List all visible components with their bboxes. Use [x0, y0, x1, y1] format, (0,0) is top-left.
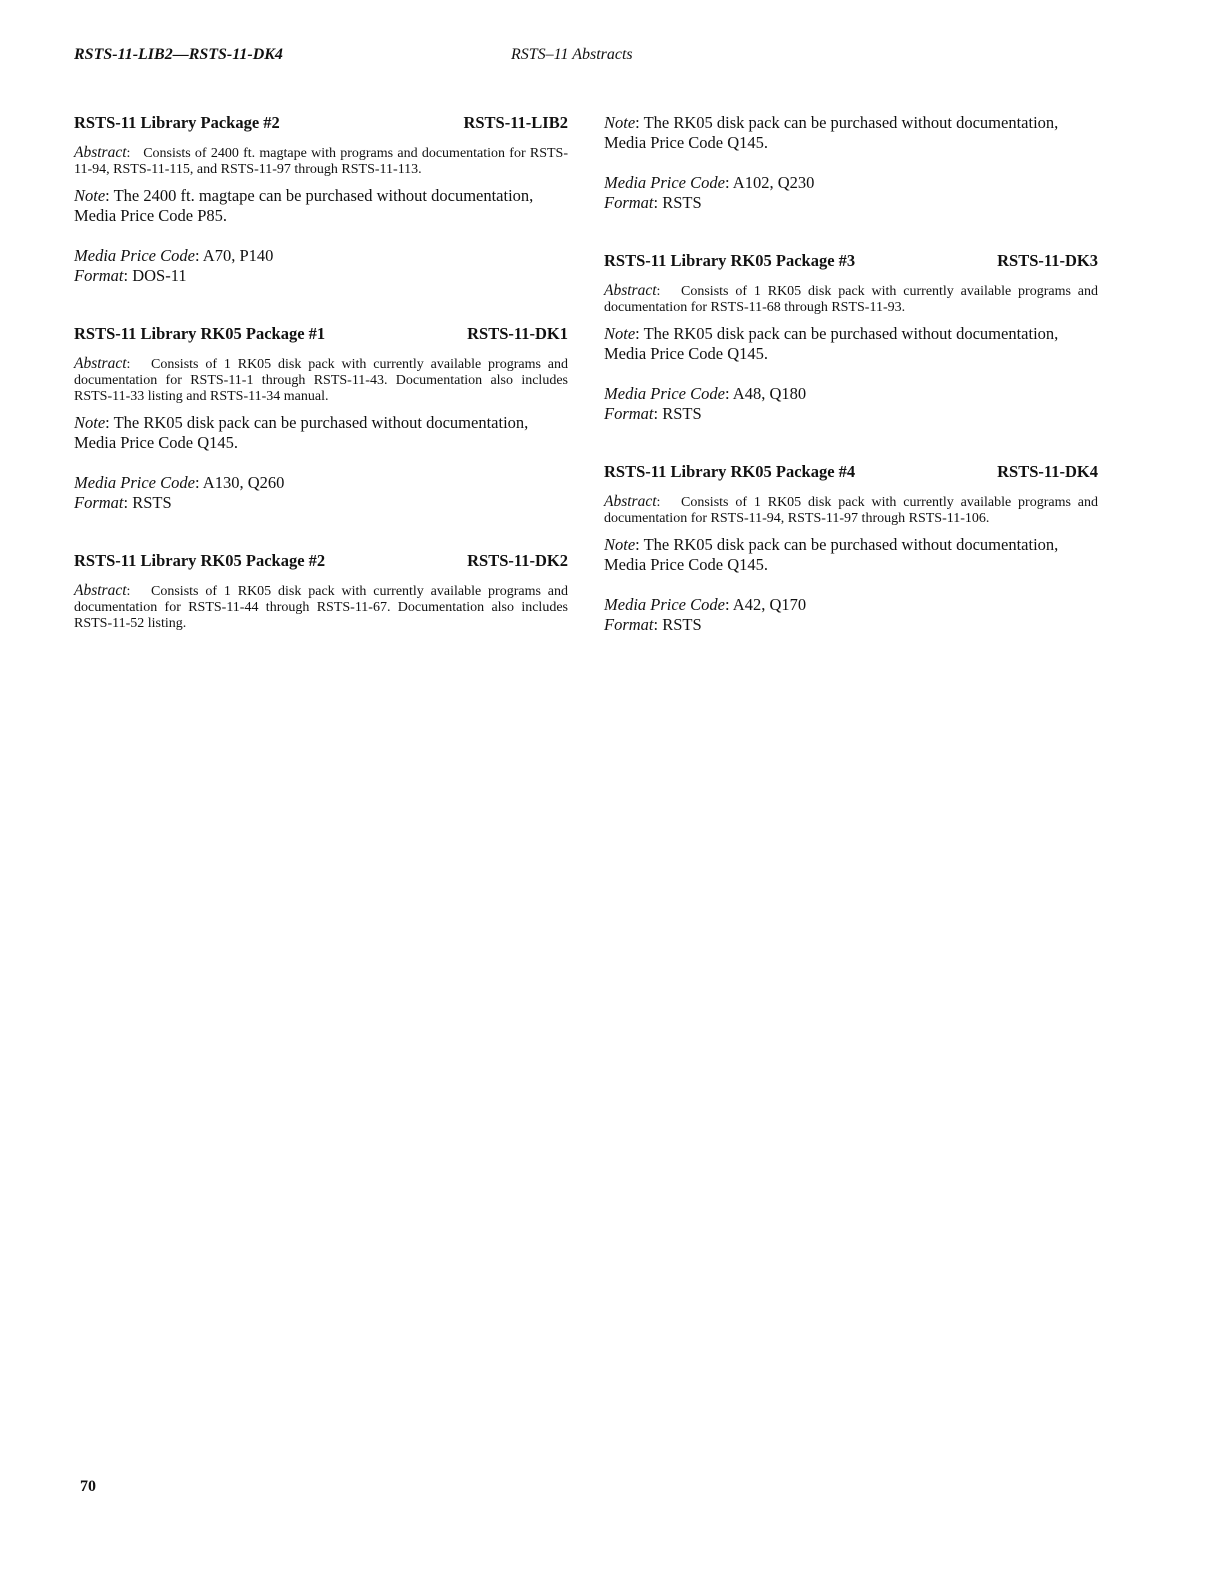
note-text: The RK05 disk pack can be purchased without documentation, Media Price Code Q145.	[74, 413, 529, 452]
format-value: RSTS	[662, 193, 702, 212]
header-range: RSTS-11-LIB2—RSTS-11-DK4	[74, 46, 283, 63]
note-text: The 2400 ft. magtape can be purchased without documentation, Media Price Code P85.	[74, 186, 534, 225]
format-value: RSTS	[662, 615, 702, 634]
entry-title: RSTS-11 Library RK05 Package #4	[604, 462, 856, 481]
abstract-text: Consists of 1 RK05 disk pack with currently available programs and documentation for RSTS-11-68 through RSTS-11-93.	[604, 284, 1099, 315]
entry-rsts-11-dk3	[604, 251, 1098, 424]
entry-abstract: Abstract: Consists of 1 RK05 disk pack with currently available programs and documentation for RSTS-11-44 through RSTS-11-67. Documentation also includes RSTS-11-52 listing.	[74, 582, 569, 631]
note-label: Note	[74, 186, 106, 205]
format-value: RSTS	[662, 404, 702, 423]
format-label: Format	[74, 266, 124, 285]
entry-abstract: Abstract: Consists of 1 RK05 disk pack with currently available programs and documentation for RSTS-11-1 through RSTS-11-43. Documentation also includes RSTS-11-33 listing and RSTS-11-34 manual.	[74, 355, 569, 404]
entry-heading	[74, 551, 568, 571]
abstract-label: Abstract	[604, 282, 657, 299]
entry-format: Format: RSTS	[74, 493, 172, 512]
media-price-value: A42, Q170	[732, 595, 807, 614]
abstract-text: Consists of 1 RK05 disk pack with currently available programs and documentation for RSTS-11-44 through RSTS-11-67. Documentation also includes RSTS-11-52 listing.	[74, 584, 569, 631]
note-label: Note	[604, 535, 636, 554]
entry-title: RSTS-11 Library Package #2	[74, 113, 280, 132]
entry-note: Note: The RK05 disk pack can be purchased without documentation, Media Price Code Q145.	[604, 324, 1059, 363]
abstract-text: Consists of 1 RK05 disk pack with currently available programs and documentation for RSTS-11-1 through RSTS-11-43. Documentation also includes RSTS-11-33 listing and RSTS-11-34 manual.	[74, 357, 569, 404]
entry-format: Format: RSTS	[604, 193, 702, 212]
entry-code: RSTS-11-LIB2	[463, 113, 568, 132]
note-text: The RK05 disk pack can be purchased without documentation, Media Price Code Q145.	[604, 113, 1059, 152]
entry-media-price: Media Price Code: A42, Q170	[604, 595, 807, 614]
entry-rsts-11-dk1	[74, 324, 568, 513]
abstract-label: Abstract	[74, 355, 127, 372]
right-column	[604, 113, 1098, 673]
note-text: The RK05 disk pack can be purchased without documentation, Media Price Code Q145.	[604, 324, 1059, 363]
entry-code: RSTS-11-DK2	[467, 551, 568, 570]
header-section-title: RSTS–11 Abstracts	[511, 46, 633, 63]
entry-note: Note: The RK05 disk pack can be purchased without documentation, Media Price Code Q145.	[604, 113, 1059, 152]
format-label: Format	[604, 404, 654, 423]
media-price-label: Media Price Code	[604, 173, 725, 192]
note-label: Note	[74, 413, 106, 432]
note-text: The RK05 disk pack can be purchased without documentation, Media Price Code Q145.	[604, 535, 1059, 574]
media-price-label: Media Price Code	[604, 595, 725, 614]
entry-heading	[74, 324, 568, 344]
entry-heading	[604, 462, 1098, 482]
entry-format: Format: RSTS	[604, 404, 702, 423]
entry-title: RSTS-11 Library RK05 Package #2	[74, 551, 326, 570]
note-label: Note	[604, 113, 636, 132]
format-label: Format	[604, 193, 654, 212]
entry-heading	[74, 113, 568, 133]
media-price-value: A70, P140	[202, 246, 274, 265]
format-value: DOS-11	[132, 266, 187, 285]
entry-rsts-11-dk2-continued	[604, 113, 1098, 213]
left-column	[74, 113, 568, 670]
entry-code: RSTS-11-DK1	[467, 324, 568, 343]
abstract-text: Consists of 1 RK05 disk pack with currently available programs and documentation for RSTS-11-94, RSTS-11-97 through RSTS-11-106.	[604, 495, 1099, 526]
entry-media-price: Media Price Code: A130, Q260	[74, 473, 285, 492]
entry-media-price: Media Price Code: A102, Q230	[604, 173, 815, 192]
entry-media-price: Media Price Code: A48, Q180	[604, 384, 807, 403]
entry-format: Format: DOS-11	[74, 266, 187, 285]
page-number: 70	[80, 1478, 96, 1495]
format-label: Format	[604, 615, 654, 634]
entry-title: RSTS-11 Library RK05 Package #1	[74, 324, 326, 343]
abstract-label: Abstract	[74, 144, 127, 161]
media-price-label: Media Price Code	[74, 473, 195, 492]
entry-media-price: Media Price Code: A70, P140	[74, 246, 274, 265]
media-price-label: Media Price Code	[74, 246, 195, 265]
running-header	[74, 46, 1098, 70]
entry-note: Note: The RK05 disk pack can be purchased without documentation, Media Price Code Q145.	[74, 413, 529, 452]
format-label: Format	[74, 493, 124, 512]
entry-abstract: Abstract: Consists of 1 RK05 disk pack with currently available programs and documentation for RSTS-11-68 through RSTS-11-93.	[604, 282, 1099, 315]
format-value: RSTS	[132, 493, 172, 512]
abstract-text: Consists of 2400 ft. magtape with programs and documentation for RSTS-11-94, RSTS-11-115, and RSTS-11-97 through RSTS-11-113.	[74, 146, 568, 177]
entry-rsts-11-dk4	[604, 462, 1098, 635]
note-label: Note	[604, 324, 636, 343]
entry-note: Note: The RK05 disk pack can be purchased without documentation, Media Price Code Q145.	[604, 535, 1059, 574]
media-price-value: A130, Q260	[202, 473, 285, 492]
media-price-label: Media Price Code	[604, 384, 725, 403]
media-price-value: A48, Q180	[732, 384, 807, 403]
entry-code: RSTS-11-DK3	[997, 251, 1098, 270]
entry-title: RSTS-11 Library RK05 Package #3	[604, 251, 856, 270]
entry-format: Format: RSTS	[604, 615, 702, 634]
abstract-label: Abstract	[74, 582, 127, 599]
entry-abstract: Abstract: Consists of 2400 ft. magtape with programs and documentation for RSTS-11-94, RSTS-11-115, and RSTS-11-97 through RSTS-11-113.	[74, 144, 568, 177]
abstract-label: Abstract	[604, 493, 657, 510]
media-price-value: A102, Q230	[732, 173, 815, 192]
entry-rsts-11-lib2	[74, 113, 568, 286]
entry-rsts-11-dk2	[74, 551, 568, 632]
entry-abstract: Abstract: Consists of 1 RK05 disk pack with currently available programs and documentation for RSTS-11-94, RSTS-11-97 through RSTS-11-106.	[604, 493, 1099, 526]
entry-note: Note: The 2400 ft. magtape can be purchased without documentation, Media Price Code P85.	[74, 186, 534, 225]
entry-heading	[604, 251, 1098, 271]
entry-code: RSTS-11-DK4	[997, 462, 1098, 481]
